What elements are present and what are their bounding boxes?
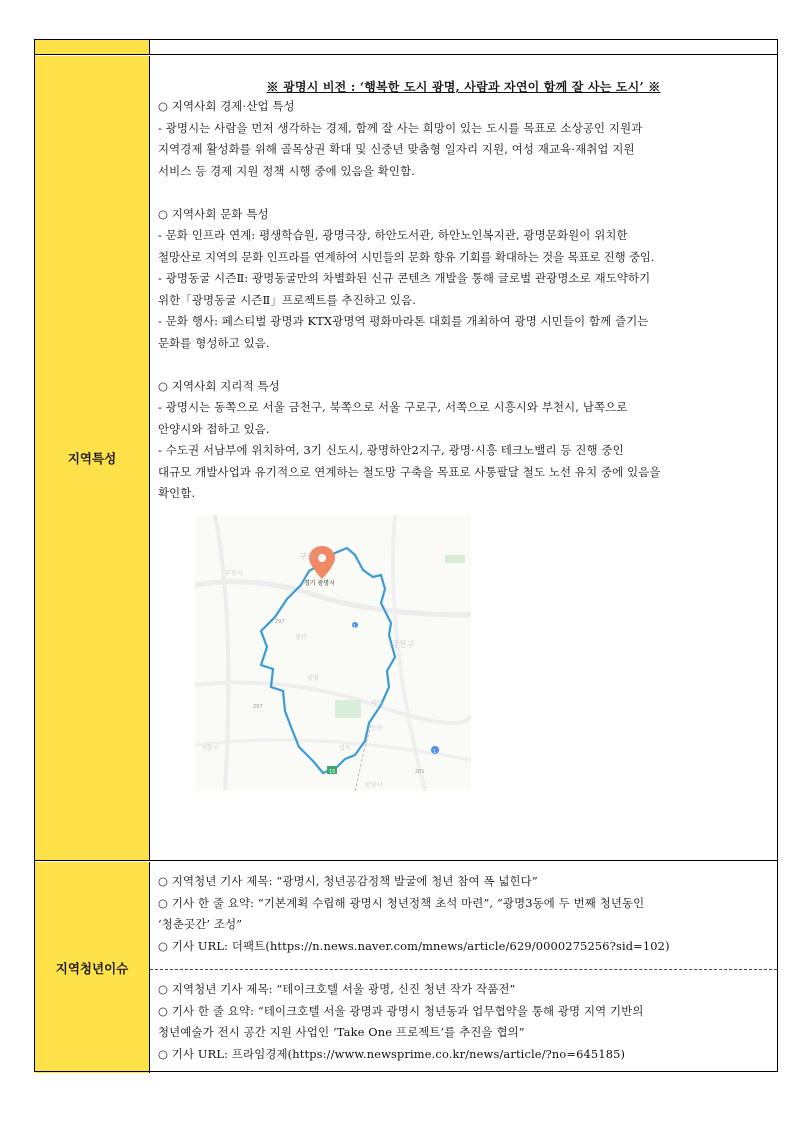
article1-url[interactable]: ○ 기사 URL: 더팩트(https://n.news.naver.com/mnews/article/629/0000275256?sid=102) [158,938,670,953]
region-line: 안양시와 접하고 있음. [158,421,270,436]
map-road-label: 297 [275,619,285,625]
article2-line: ○ 지역청년 기사 제목: “테이크호텔 서울 광명, 신진 청년 작가 작품전” [158,982,516,996]
map-place-label: 안양시 [365,782,383,789]
article1-line: ○ 지역청년 기사 제목: “광명시, 청년공감정책 발굴에 청년 참여 폭 넓힌다” [158,874,538,888]
map-place-label: 시흥시 [201,745,219,752]
map-place-label: 금천구 [391,640,415,649]
article1-line: ○ 기사 한 줄 요약: “기본계획 수립해 광명시 청년정책 초석 마련”, “광명3동에 두 번째 청년동인 [158,895,645,910]
map-road-label: 201 [415,769,425,775]
map-place-label: 철산 [295,634,307,641]
article2-line: 청년예술가 전시 공간 지원 사업인 ‘Take One 프로젝트’를 추진을 협의” [158,1025,525,1039]
map-svg [195,515,471,791]
report-table [34,39,778,1072]
region-line: 대규모 개발사업과 유기적으로 연계하는 철도망 구축을 목표로 사통팔달 철도 노선 유치 중에 있음을 [158,464,661,479]
region-line: 확인함. [158,486,196,500]
map-place-label: 하안 [371,700,383,707]
gwangmyeong-map [195,515,471,791]
region-label: 지역특성 [35,56,150,860]
youth-content [150,862,777,1073]
youth-label: 지역청년이슈 [35,862,150,1073]
map-road-label: 297 [253,704,263,710]
region-line: - 광명시는 동쪽으로 서울 금천구, 북쪽으로 서울 구로구, 서쪽으로 시흥시와 부천시, 남쪽으로 [158,400,628,414]
article1-line: ‘청춘곳간’ 조성” [158,917,243,931]
header-label-cell [35,40,150,54]
region-line: 지역경제 활성화를 위해 골목상권 확대 및 신중년 맞춤형 일자리 지원, 여성 재교육·재취업 지원 [158,142,635,156]
youth-issues-row [35,862,777,1073]
header-row [35,40,777,55]
map-road-label: 1 [433,749,437,755]
region-line: ○ 지역사회 경제·산업 특성 [158,99,295,113]
map-place-label: 구로구 [299,552,323,561]
region-content [150,56,777,860]
map-place-label: 부천시 [225,570,243,577]
region-line: - 문화 인프라 연계: 평생학습원, 광명극장, 하안도서관, 하안노인복지관, 광명문화원이 위치한 [158,228,628,242]
region-characteristics-row [35,56,777,861]
region-line: ○ 지역사회 문화 특성 [158,206,269,221]
article2-line: ○ 기사 한 줄 요약: “테이크호텔 서울 광명과 광명시 청년동과 업무협약을 통해 광명 지역 기반의 [158,1003,644,1018]
header-content-cell [150,40,777,54]
vision-title: ※ 광명시 비전 : ‘행복한 도시 광명, 사람과 자연이 함께 잘 사는 도시’ ※ [266,80,661,94]
map-place-label: 광명 [307,675,319,682]
region-line: 위한「광명동굴 시즌Ⅱ」프로젝트를 추진하고 있음. [158,292,416,307]
region-line: - 문화 행사: 페스티벌 광명과 KTX광명역 평화마라톤 대회를 개최하여 광명 시민들이 함께 즐기는 [158,314,649,328]
region-line: - 광명시는 사람을 먼저 생각하는 경제, 함께 잘 사는 희망이 있는 도시를 목표로 소상공인 지원과 [158,120,643,135]
region-line: - 수도권 서남부에 위치하여, 3기 신도시, 광명하안2지구, 광명·시흥 테크노밸리 등 진행 중인 [158,443,624,457]
map-marker-label: 경기 광명시 [304,580,335,587]
map-place-label: 일직 [339,745,351,752]
region-line: - 광명동굴 시즌Ⅱ: 광명동굴만의 차별화된 신규 콘텐츠 개발을 통해 글로벌 관광명소로 재도약하기 [158,271,651,285]
region-line: 철망산로 지역의 문화 인프라를 연계하여 시민들의 문화 향유 기회를 확대하는 것을 목표로 진행 중임. [158,249,655,264]
map-road-label: 1 [353,624,357,630]
region-line: ○ 지역사회 지리적 특성 [158,378,280,393]
article-divider [150,969,777,970]
map-place-label: 소하 [371,725,383,732]
table-bottom-rule [34,1071,778,1072]
region-line: 서비스 등 경제 지원 정책 시행 중에 있음을 확인함. [158,163,416,178]
region-line: 문화를 형성하고 있음. [158,335,270,350]
article2-url[interactable]: ○ 기사 URL: 프라임경제(https://www.newsprime.co.kr/news/article/?no=645185) [158,1046,626,1061]
map-road-label: 15 [329,769,336,775]
